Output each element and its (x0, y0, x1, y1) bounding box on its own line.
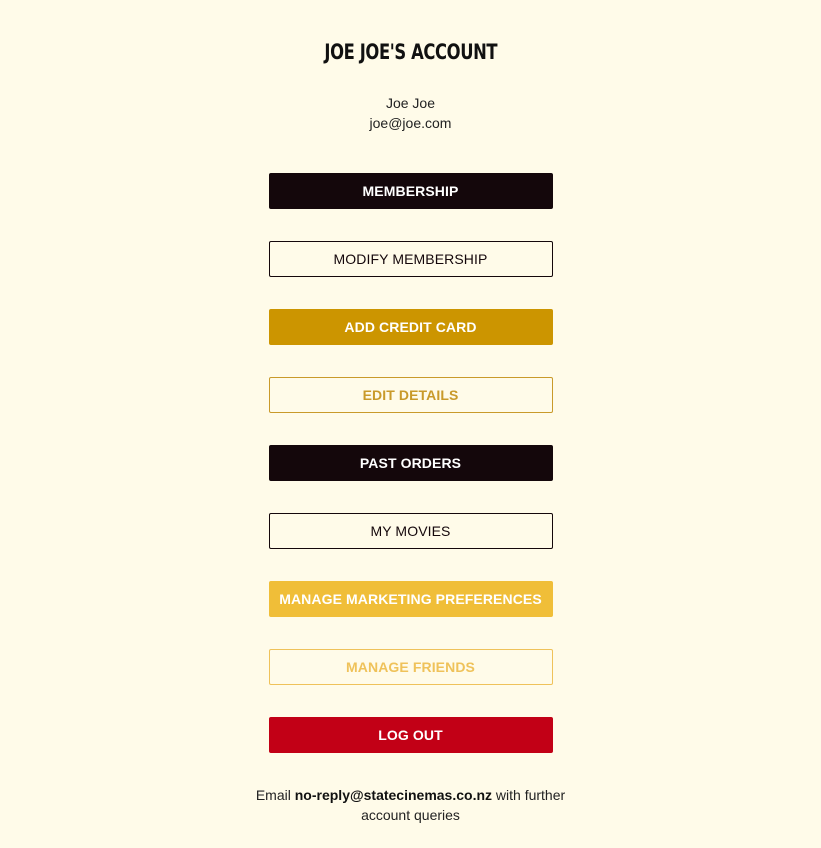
modify-membership-button[interactable]: MODIFY MEMBERSHIP (269, 241, 553, 277)
account-actions (269, 173, 553, 753)
manage-friends-button[interactable]: MANAGE FRIENDS (269, 649, 553, 685)
add-credit-card-button[interactable]: ADD CREDIT CARD (269, 309, 553, 345)
my-movies-button[interactable]: MY MOVIES (269, 513, 553, 549)
log-out-button[interactable]: LOG OUT (269, 717, 553, 753)
edit-details-button[interactable]: EDIT DETAILS (269, 377, 553, 413)
footer-suffix: with further account queries (361, 787, 566, 823)
page-title: JOE JOE'S ACCOUNT (324, 40, 497, 64)
footer-prefix: Email (255, 787, 295, 803)
manage-marketing-preferences-button[interactable]: MANAGE MARKETING PREFERENCES (269, 581, 553, 617)
user-name: Joe Joe (385, 95, 436, 111)
user-email: joe@joe.com (369, 115, 452, 131)
account-queries-note (251, 785, 571, 825)
past-orders-button[interactable]: PAST ORDERS (269, 445, 553, 481)
support-email: no-reply@statecinemas.co.nz (294, 787, 493, 803)
membership-button[interactable]: MEMBERSHIP (269, 173, 553, 209)
user-info (370, 93, 452, 133)
